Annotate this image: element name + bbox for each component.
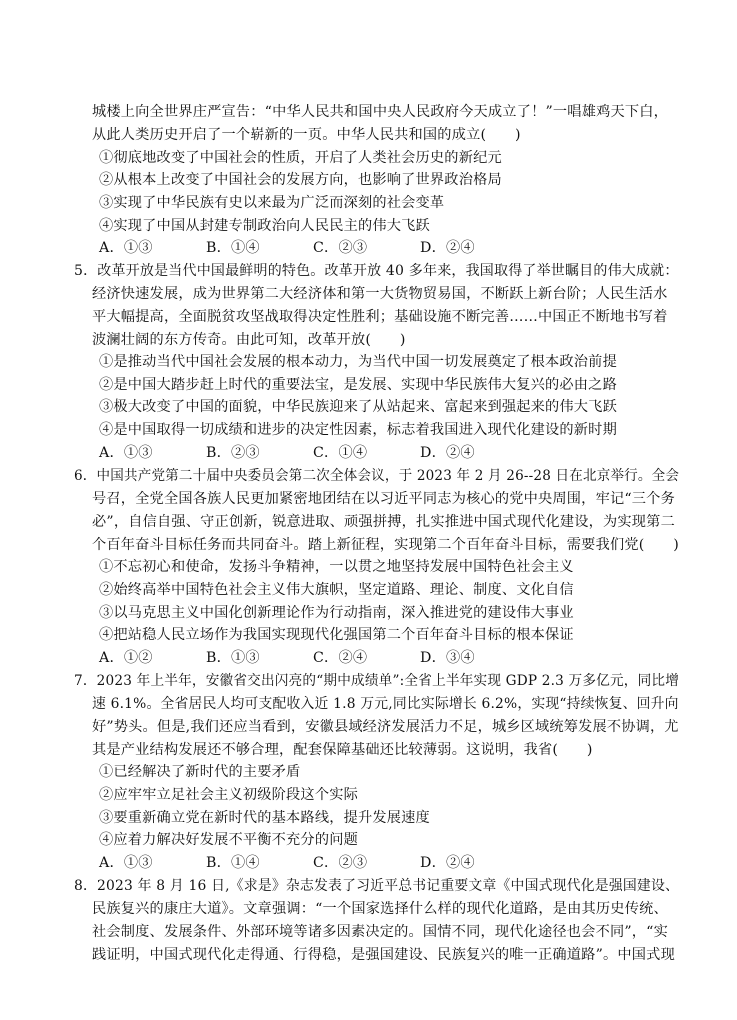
option-b[interactable]: B．①④	[206, 240, 260, 256]
option-a[interactable]: A．①③	[99, 855, 153, 871]
answer-options	[99, 443, 527, 463]
question-stem-line: 波澜壮阔的东方传奇。由此可知，改革开放( )	[92, 332, 406, 348]
question-stem-line: 必”，自信自强、守正创新，锐意进取、顽强拼搏，扎实推进中国式现代化建设，为实现第二	[92, 514, 675, 530]
statement-1: ①彻底地改变了中国社会的性质，开启了人类社会历史的新纪元	[99, 150, 502, 166]
option-b[interactable]: B．①④	[206, 855, 260, 871]
statement-2: ②是中国大踏步赶上时代的重要法宝，是发展、实现中华民族伟大复兴的必由之路	[99, 377, 617, 393]
option-d[interactable]: D．②④	[420, 855, 475, 871]
option-c[interactable]: C．②④	[313, 650, 368, 666]
question-stem-line: 6．中国共产党第二十届中央委员会第二次全体会议，于 2023 年 2 月 26--28 日在北京举行。全会	[74, 468, 680, 484]
statement-3: ③以马克思主义中国化创新理论作为行动指南，深入推进党的建设伟大事业	[99, 605, 574, 621]
question-stem-line: 好”势头。但是,我们还应当看到，安徽县域经济发展活力不足，城乡区域统筹发展不协调，尤	[92, 719, 679, 735]
question-stem-line: 速 6.1%。全省居民人均可支配收入近 1.8 万元,同比实际增长 6.2%，实现“持续恢复、回升向	[92, 696, 679, 712]
question-stem-line: 平大幅提高，全面脱贫攻坚战取得决定性胜利；基础设施不断完善……中国正不断地书写着	[92, 309, 668, 325]
question-stem-line: 5．改革开放是当代中国最鲜明的特色。改革开放 40 多年来，我国取得了举世瞩目的伟大成就：	[74, 263, 679, 279]
option-a[interactable]: A．①②	[99, 650, 153, 666]
option-d[interactable]: D．②④	[420, 445, 475, 461]
option-d[interactable]: D．②④	[420, 240, 475, 256]
statement-1: ①是推动当代中国社会发展的根本动力，为当代中国一切发展奠定了根本政治前提	[99, 354, 617, 370]
question-stem-line: 城楼上向全世界庄严宣告：“中华人民共和国中央人民政府今天成立了！”一唱雄鸡天下白，	[92, 104, 669, 120]
option-a[interactable]: A．①③	[99, 240, 153, 256]
statement-4: ④是中国取得一切成绩和进步的决定性因素，标志着我国进入现代化建设的新时期	[99, 422, 617, 438]
question-stem-line: 其是产业结构发展还不够合理，配套保障基础还比较薄弱。这说明，我省( )	[92, 742, 593, 758]
statement-3: ③极大改变了中国的面貌，中华民族迎来了从站起来、富起来到强起来的伟大飞跃	[99, 399, 617, 415]
question-stem-line: 从此人类历史开启了一个崭新的一页。中华人民共和国的成立( )	[92, 127, 521, 143]
answer-options	[99, 648, 527, 668]
question-stem-line: 社会制度、发展条件、外部环境等诸多因素决定的。国情不同，现代化途径也会不同”，“实	[92, 924, 669, 940]
question-stem-line: 践证明，中国式现代化走得通、行得稳，是强国建设、民族复兴的唯一正确道路”。中国式现	[92, 947, 675, 963]
question-stem-line: 经济快速发展，成为世界第二大经济体和第一大货物贸易国，不断跃上新台阶；人民生活水	[92, 286, 668, 302]
question-stem-line: 7．2023 年上半年，安徽省交出闪亮的“期中成绩单”:全省上半年实现 GDP 2.3 万多亿元，同比增	[74, 673, 680, 689]
statement-2: ②应牢牢立足社会主义初级阶段这个实际	[99, 787, 358, 803]
option-c[interactable]: C．①④	[313, 445, 368, 461]
option-a[interactable]: A．①③	[99, 445, 153, 461]
statement-3: ③实现了中华民族有史以来最为广泛而深刻的社会变革	[99, 195, 445, 211]
statement-2: ②始终高举中国特色社会主义伟大旗帜，坚定道路、理论、制度、文化自信	[99, 582, 574, 598]
statement-3: ③要重新确立党在新时代的基本路线，提升发展速度	[99, 810, 430, 826]
question-stem-line: 8．2023 年 8 月 16 日,《求是》杂志发表了习近平总书记重要文章《中国式现代化是强国建设、	[74, 878, 680, 894]
option-d[interactable]: D．③④	[420, 650, 475, 666]
option-c[interactable]: C．②③	[313, 240, 368, 256]
statement-2: ②从根本上改变了中国社会的发展方向，也影响了世界政治格局	[99, 172, 502, 188]
question-stem-line: 个百年奋斗目标任务而共同奋斗。踏上新征程，实现第二个百年奋斗目标，需要我们党( )	[92, 537, 679, 553]
statement-4: ④应着力解决好发展不平衡不充分的问题	[99, 832, 358, 848]
statement-1: ①不忘初心和使命，发扬斗争精神，一以贯之地坚持发展中国特色社会主义	[99, 559, 574, 575]
statement-4: ④实现了中国从封建专制政治向人民民主的伟大飞跃	[99, 218, 430, 234]
option-c[interactable]: C．②③	[313, 855, 368, 871]
option-b[interactable]: B．②③	[206, 445, 260, 461]
question-stem-line: 民族复兴的康庄大道》。文章强调：“一个国家选择什么样的现代化道路，是由其历史传统、	[92, 901, 668, 917]
option-b[interactable]: B．①③	[206, 650, 260, 666]
answer-options	[99, 853, 527, 873]
statement-1: ①已经解决了新时代的主要矛盾	[99, 764, 301, 780]
answer-options	[99, 238, 527, 258]
statement-4: ④把站稳人民立场作为我国实现现代化强国第二个百年奋斗目标的根本保证	[99, 627, 574, 643]
question-stem-line: 号召，全党全国各族人民更加紧密地团结在以习近平同志为核心的党中央周围，牢记“三个务	[92, 491, 675, 507]
